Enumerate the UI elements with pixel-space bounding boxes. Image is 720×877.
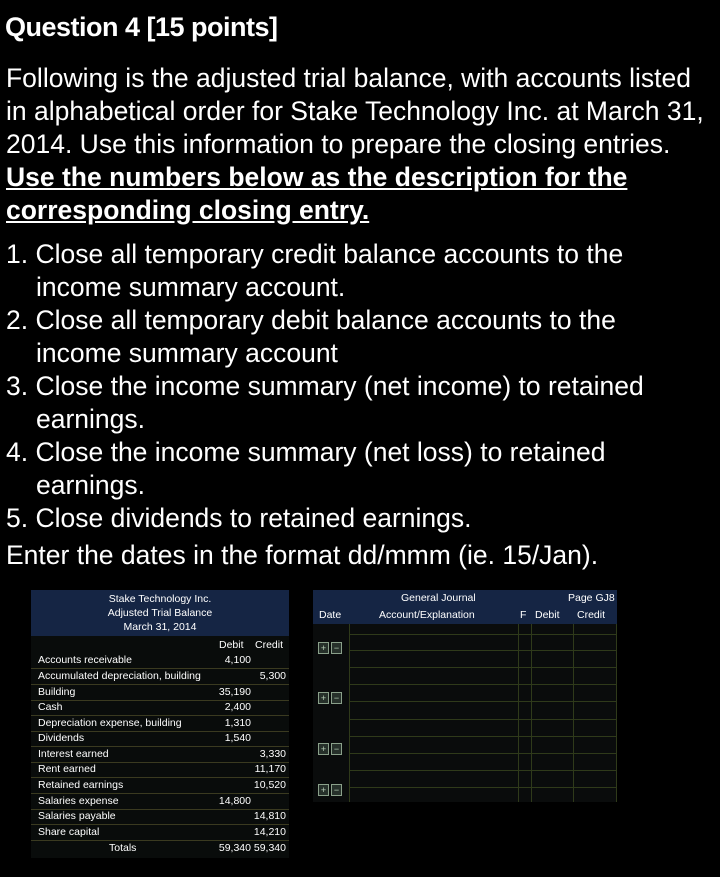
date-column-header: Date — [319, 609, 342, 621]
add-row-button[interactable]: + — [318, 642, 329, 654]
account-name: Accumulated depreciation, building — [38, 670, 201, 682]
totals-row — [31, 841, 289, 856]
step-item: 4. Close the income summary (net loss) to retained earnings. — [6, 437, 606, 500]
intro-emphasis: Use the numbers below as the description for the corresponding closing entry. — [6, 162, 628, 225]
total-credit: 59,340 — [253, 842, 286, 854]
remove-row-button[interactable]: − — [331, 692, 342, 704]
question-title: Question 4 [15 points] — [5, 12, 278, 42]
account-name: Salaries payable — [38, 810, 116, 822]
step-item: 2. Close all temporary debit balance accounts to the income summary account — [6, 305, 616, 368]
table-row — [31, 747, 289, 763]
debit-column-header: Debit — [219, 639, 244, 651]
trial-balance-title: Adjusted Trial Balance — [107, 607, 213, 619]
account-name: Cash — [38, 701, 63, 713]
remove-row-button[interactable]: − — [331, 743, 342, 755]
grid-divider — [349, 701, 617, 702]
step-item: 3. Close the income summary (net income) to retained earnings. — [6, 371, 644, 434]
account-name: Rent earned — [38, 763, 96, 775]
table-row — [31, 825, 289, 841]
remove-row-button[interactable]: − — [331, 642, 342, 654]
table-row — [31, 809, 289, 825]
account-name: Depreciation expense, building — [38, 717, 182, 729]
grid-divider — [349, 787, 617, 788]
date-instruction: Enter the dates in the format dd/mmm (ie. 15/Jan). — [6, 540, 599, 570]
closing-steps-list — [6, 238, 706, 536]
grid-divider — [349, 667, 617, 668]
account-name: Accounts receivable — [38, 654, 132, 666]
account-name: Retained earnings — [38, 779, 124, 791]
table-row — [31, 653, 289, 669]
grid-divider — [349, 736, 617, 737]
general-journal-panel — [313, 590, 617, 802]
credit-amount: 11,170 — [254, 763, 286, 775]
account-name: Salaries expense — [38, 795, 119, 807]
debit-column-header: Debit — [535, 609, 560, 621]
credit-column-header: Credit — [255, 639, 284, 651]
credit-column-header: Credit — [577, 609, 606, 621]
table-row — [31, 685, 289, 701]
credit-amount: 14,210 — [253, 826, 286, 838]
step-item: 1. Close all temporary credit balance accounts to the income summary account. — [6, 239, 624, 302]
table-row — [31, 778, 289, 794]
f-column-header: F — [520, 609, 527, 621]
grid-divider — [349, 650, 617, 651]
table-row — [31, 669, 289, 685]
entry-row-controls — [318, 743, 342, 755]
table-row — [31, 794, 289, 810]
add-row-button[interactable]: + — [318, 743, 329, 755]
entry-row-controls — [318, 692, 342, 704]
account-name: Dividends — [38, 732, 85, 744]
totals-label: Totals — [109, 842, 137, 854]
credit-amount: 14,810 — [253, 810, 286, 822]
account-name: Building — [38, 686, 76, 698]
company-name: Stake Technology Inc. — [108, 593, 212, 605]
credit-amount: 3,330 — [259, 748, 286, 760]
table-row — [31, 762, 289, 778]
table-row — [31, 700, 289, 716]
debit-amount: 2,400 — [224, 701, 251, 713]
table-row — [31, 731, 289, 747]
entry-row-controls — [318, 784, 342, 796]
account-name: Interest earned — [38, 748, 109, 760]
debit-amount: 14,800 — [218, 795, 251, 807]
credit-amount: 10,520 — [253, 779, 286, 791]
question-intro — [6, 62, 706, 227]
debit-amount: 1,310 — [224, 717, 251, 729]
account-name: Share capital — [38, 826, 100, 838]
trial-balance-panel — [31, 590, 289, 858]
journal-page: Page GJ8 — [568, 592, 615, 604]
debit-amount: 35,190 — [218, 686, 251, 698]
grid-divider — [349, 684, 617, 685]
grid-divider — [349, 753, 617, 754]
entry-row-controls — [318, 642, 342, 654]
grid-divider — [349, 634, 617, 635]
grid-divider — [349, 770, 617, 771]
debit-amount: 4,100 — [224, 654, 251, 666]
total-debit: 59,340 — [218, 842, 251, 854]
grid-divider — [349, 719, 617, 720]
journal-title: General Journal — [401, 592, 476, 604]
journal-grid — [313, 624, 617, 802]
table-row — [31, 716, 289, 732]
credit-amount: 5,300 — [259, 670, 286, 682]
add-row-button[interactable]: + — [318, 784, 329, 796]
trial-balance-header — [31, 590, 289, 636]
remove-row-button[interactable]: − — [331, 784, 342, 796]
account-column-header: Account/Explanation — [379, 609, 475, 621]
step-item: 5. Close dividends to retained earnings. — [6, 503, 472, 533]
debit-amount: 1,540 — [224, 732, 251, 744]
journal-header — [313, 590, 617, 624]
intro-text: Following is the adjusted trial balance, with accounts listed in alphabetical order for Stake Technology Inc. at March 31, 2014. Use this information to prepare the closing entries. — [6, 63, 704, 159]
trial-balance-date: March 31, 2014 — [123, 621, 197, 633]
add-row-button[interactable]: + — [318, 692, 329, 704]
